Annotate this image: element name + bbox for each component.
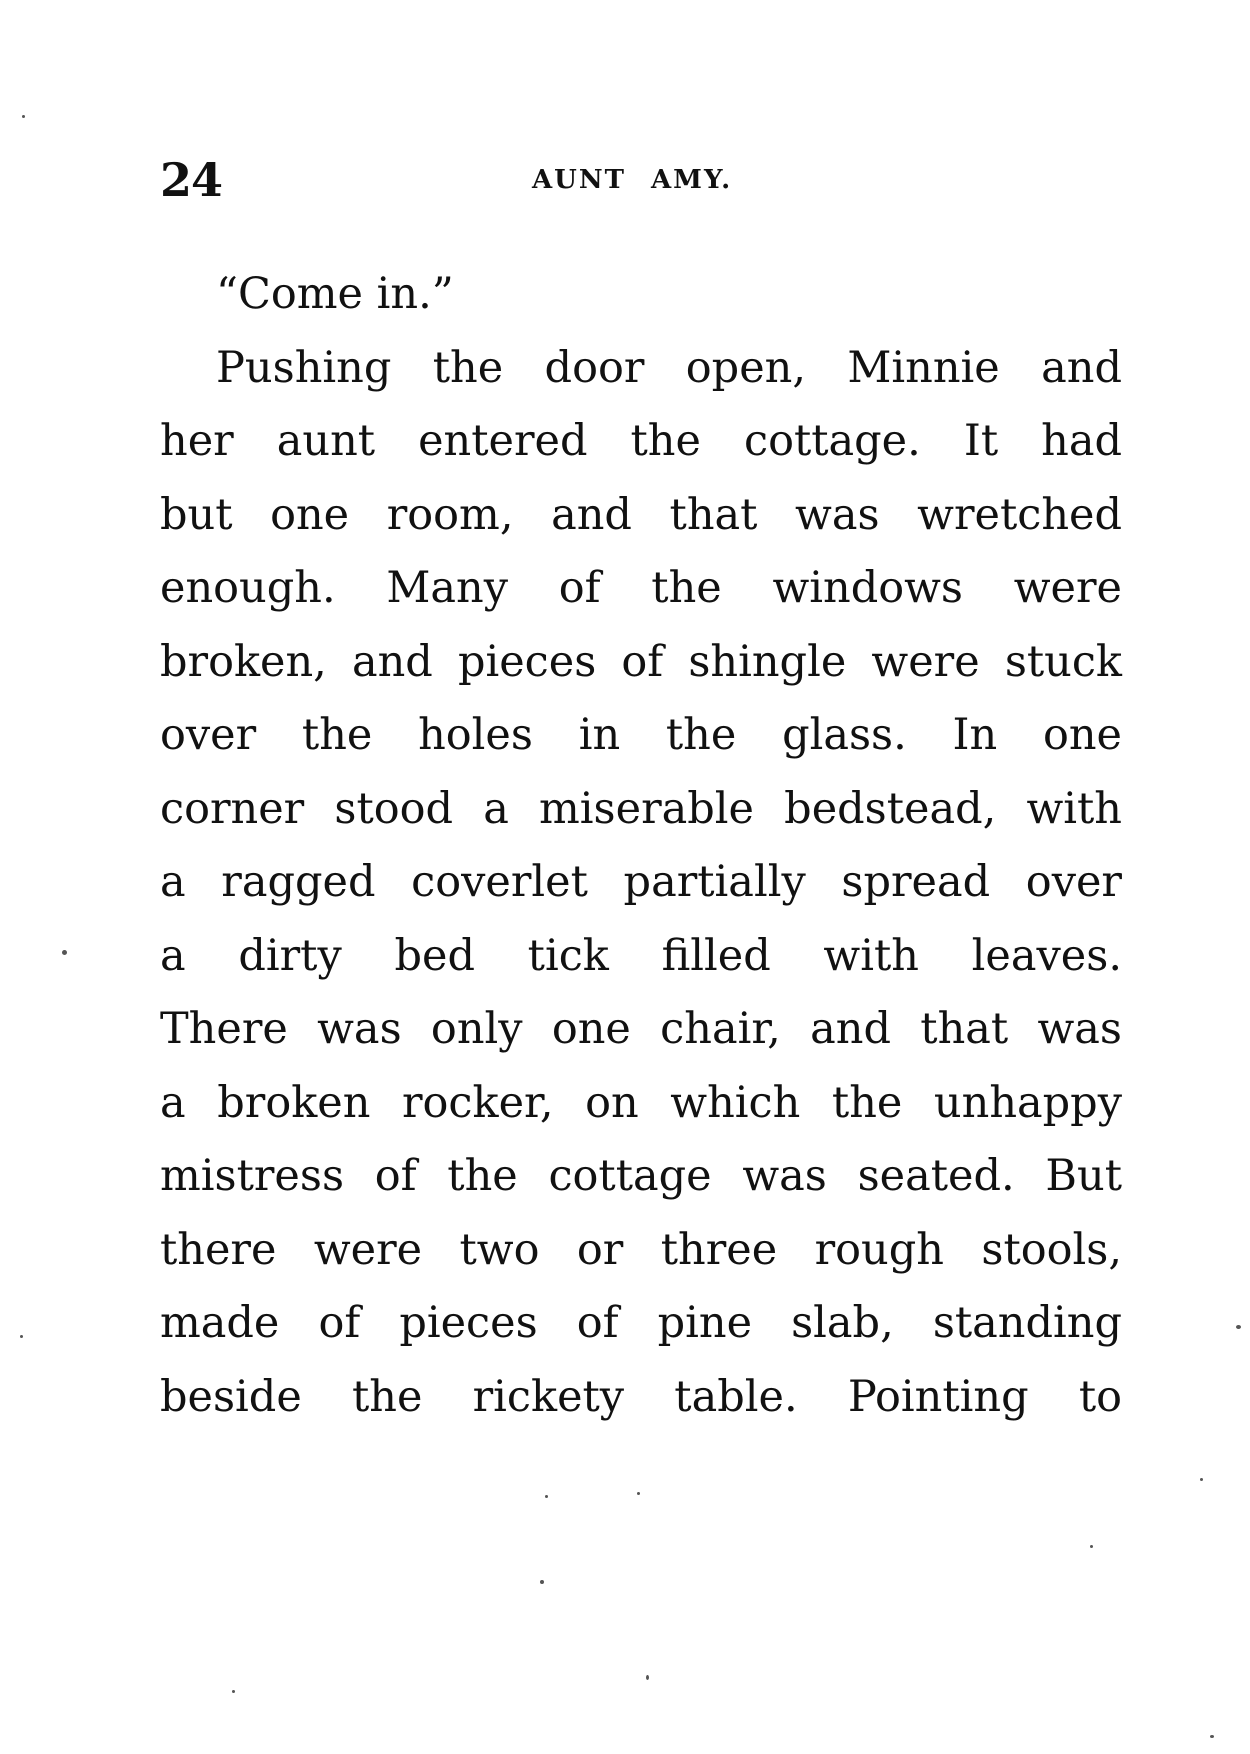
- dust-speck: [637, 1492, 640, 1495]
- text-line: a broken rocker, on which the unhappy: [160, 1077, 1122, 1128]
- text-line: corner stood a miserable bedstead, with: [160, 783, 1122, 834]
- text-line: There was only one chair, and that was: [160, 1004, 1122, 1054]
- page-number: 24: [160, 153, 223, 207]
- dust-speck: [62, 950, 67, 955]
- text-line: but one room, and that was wretched: [160, 489, 1122, 540]
- running-title: AUNT AMY.: [532, 165, 733, 195]
- dust-speck: [232, 1690, 235, 1693]
- running-head: [160, 150, 1122, 210]
- text-line: a ragged coverlet partially spread over: [160, 857, 1122, 907]
- text-line: her aunt entered the cottage. It had: [160, 416, 1122, 466]
- dust-speck: [545, 1495, 548, 1498]
- body-text: [160, 258, 1122, 1434]
- dust-speck: [1090, 1545, 1093, 1548]
- text-line: mistress of the cottage was seated. But: [160, 1151, 1122, 1201]
- dust-speck: [20, 1335, 23, 1338]
- text-line: a dirty bed tick filled with leaves.: [160, 930, 1122, 981]
- dust-speck: [540, 1580, 544, 1584]
- dust-speck: [646, 1675, 649, 1680]
- text-line: broken, and pieces of shingle were stuck: [160, 636, 1122, 687]
- text-line: enough. Many of the windows were: [160, 563, 1122, 613]
- text-line: made of pieces of pine slab, standing: [160, 1298, 1122, 1348]
- text-line: over the holes in the glass. In one: [160, 710, 1122, 760]
- dust-speck: [1236, 1325, 1241, 1329]
- dust-speck: [1200, 1478, 1203, 1481]
- text-line: Pushing the door open, Minnie and: [216, 342, 1122, 393]
- text-line: beside the rickety table. Pointing to: [160, 1371, 1122, 1422]
- text-line: “Come in.”: [216, 269, 454, 319]
- dust-speck: [1210, 1735, 1214, 1738]
- text-line: there were two or three rough stools,: [160, 1224, 1122, 1275]
- dust-speck: [22, 115, 25, 118]
